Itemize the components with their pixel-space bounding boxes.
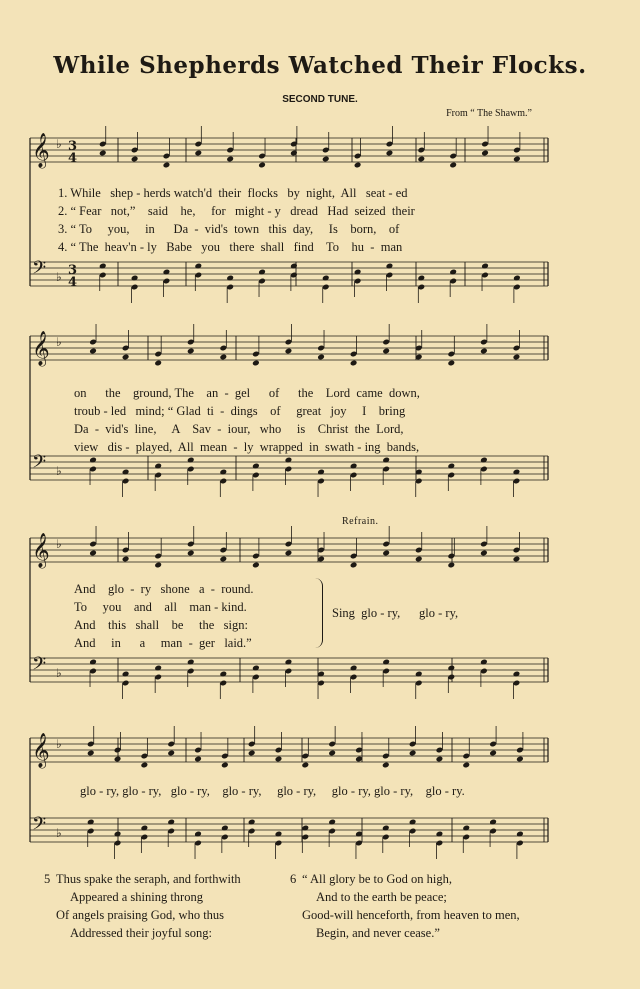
flat-sign: ♭ [56,137,62,151]
notehead [290,150,298,157]
notehead [449,162,457,169]
flat-sign: ♭ [56,737,62,751]
notehead [447,562,455,569]
treble-clef: 𝄞 [32,133,50,168]
lyric-line-2-2: troub - led mind; “ Glad ti - dings of great joy I bring [74,404,406,418]
notehead [322,156,330,163]
notehead [350,360,358,367]
notehead [409,750,417,757]
lyric-line-1-2: 2. “ Fear not,” said he, for might - y dread Had seized their [58,204,415,218]
time-signature-top: 3 [68,263,78,278]
notehead [252,360,260,367]
verse-5-line-3: Of angels praising God, who thus [56,908,225,922]
flat-sign: ♭ [56,464,62,478]
notehead [87,750,95,757]
refrain-label: Refrain. [342,516,379,527]
notehead [301,762,309,769]
lyric-line-3-3: And this shall be the sign: [74,618,248,632]
notehead [275,756,283,763]
notehead [513,156,521,163]
flat-sign: ♭ [56,666,62,680]
notehead [226,156,234,163]
notehead [382,348,390,355]
notehead [154,562,162,569]
notehead [386,150,394,157]
notehead [258,162,266,169]
notehead [187,550,195,557]
lyric-line-1-4: 4. “ The heav'n - ly Babe you there shall find To hu - man [58,240,403,254]
notehead [516,756,524,763]
notehead [114,756,122,763]
lyric-line-3-4: And in a man - ger laid.” [74,636,252,650]
notehead [328,750,336,757]
treble-clef: 𝄞 [32,733,50,768]
lyric-line-2-1: on the ground, The an - gel of the Lord came down, [74,386,420,400]
notehead [163,162,171,169]
notehead [187,348,195,355]
lyric-line-2-4: view dis - played, All mean - ly wrapped in swath - ing bands, [74,440,420,454]
notehead [89,348,97,355]
treble-clef: 𝄞 [32,533,50,568]
notehead [252,562,260,569]
notehead [436,756,444,763]
flat-sign: ♭ [56,270,62,284]
notehead [219,354,227,361]
lyric-line-3-1: And glo - ry shone a - round. [74,582,254,596]
notehead [285,550,293,557]
notehead [194,150,202,157]
verse-6-line-4: Begin, and never cease.” [316,926,440,940]
notehead [415,556,423,563]
notehead [131,156,139,163]
verse-6-line-1: “ All glory be to God on high, [302,872,452,886]
notehead [489,750,497,757]
bass-clef: 𝄢 [32,452,47,477]
time-signature-bottom: 4 [68,275,78,290]
notehead [513,556,521,563]
notehead [99,150,107,157]
notehead [382,762,390,769]
bass-clef: 𝄢 [32,654,47,679]
lyric-line-1-3: 3. “ To you, in Da - vid's town this day, Is born, of [58,222,400,236]
notehead [122,354,130,361]
notehead [417,156,425,163]
verse-5-line-1: Thus spake the seraph, and forthwith [56,872,241,886]
notehead [221,762,229,769]
notehead [350,562,358,569]
bass-clef: 𝄢 [32,258,47,283]
notehead [122,556,130,563]
time-signature-bottom: 4 [68,151,78,166]
verse-5-line-2: Appeared a shining throng [70,890,203,904]
verse-5-line-4: Addressed their joyful song: [70,926,212,940]
refrain-lyric: Sing glo - ry, glo - ry, [332,606,459,620]
notehead [354,162,362,169]
source-attribution: From “ The Shawm.” [446,108,532,119]
flat-sign: ♭ [56,537,62,551]
notehead [248,750,256,757]
flat-sign: ♭ [56,335,62,349]
bass-clef: 𝄢 [32,814,47,839]
notehead [382,550,390,557]
notehead [89,550,97,557]
notehead [194,756,202,763]
lyric-line-2-3: Da - vid's line, A Sav - iour, who is Christ the Lord, [74,422,404,436]
notehead [481,150,489,157]
notehead [154,360,162,367]
flat-sign: ♭ [56,826,62,840]
verse-6-line-3: Good-will henceforth, from heaven to men, [302,908,520,922]
notehead [219,556,227,563]
notehead [462,762,470,769]
notehead [285,348,293,355]
time-signature-top: 3 [68,139,78,154]
notehead [141,762,149,769]
notehead [480,550,488,557]
tune-label: SECOND TUNE. [282,94,358,105]
lyric-line-3-2: To you and all man - kind. [74,600,247,614]
lyric-line-4: glo - ry, glo - ry, glo - ry, glo - ry, glo - ry, glo - ry, glo - ry, glo - ry. [80,784,465,798]
hymn-title: While Shepherds Watched Their Flocks. [53,52,587,79]
verse-6-number: 6 [290,872,297,886]
notehead [513,354,521,361]
notehead [317,354,325,361]
verse-6-line-2: And to the earth be peace; [316,890,447,904]
verse-brace [314,578,323,648]
treble-clef: 𝄞 [32,331,50,366]
lyric-line-1-1: 1. While shep - herds watch'd their flocks by night, All seat - ed [58,186,408,200]
notehead [480,348,488,355]
notehead [447,360,455,367]
notehead [167,750,175,757]
verse-5-number: 5 [44,872,51,886]
